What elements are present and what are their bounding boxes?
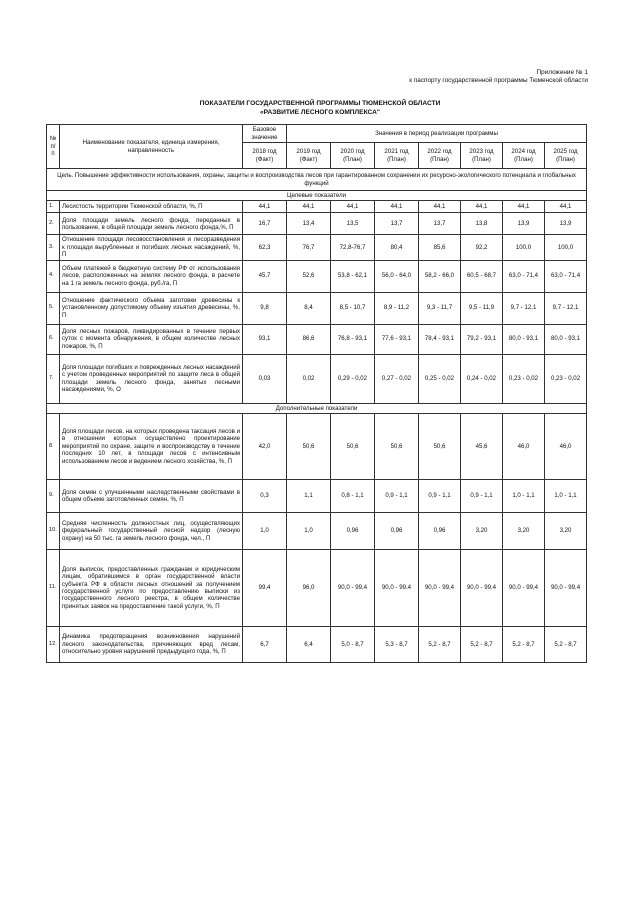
indicator-value: 46,0: [503, 414, 545, 480]
indicator-value: 60,5 - 68,7: [461, 260, 503, 292]
row-number: 12.: [47, 627, 60, 663]
indicator-value: 3,20: [545, 513, 587, 550]
indicator-value: 13,9: [503, 213, 545, 235]
indicator-name: Доля площади земель лесного фонда, переданных в пользование, в общей площади земель лесного фонда,%, П: [60, 213, 243, 235]
row-number: 11.: [47, 550, 60, 627]
indicator-value: 44,1: [287, 201, 331, 213]
table-row: [47, 213, 587, 235]
goal-text: Цель. Повышение эффективности использования, охраны, защиты и воспроизводства лесов при гарантированном сохранении их ресурсно-экологического потенциала и глобальных функций: [47, 169, 587, 191]
indicator-value: 44,1: [243, 201, 287, 213]
indicator-value: 0,8 - 1,1: [331, 480, 375, 513]
indicator-value: 96,0: [287, 550, 331, 627]
indicator-value: 9,5 - 11,9: [461, 292, 503, 324]
indicator-value: 72,8-76,7: [331, 235, 375, 260]
indicator-value: 0,3: [243, 480, 287, 513]
indicator-value: 0,29 - 0,02: [331, 354, 375, 403]
header-year: 2023 год (План): [461, 143, 503, 169]
indicator-value: 44,1: [375, 201, 419, 213]
indicator-name: Объем платежей в бюджетную систему РФ от использования лесов, расположенных на землях лесного фонда, в расчете на 1 га земель лесного фонда, руб./га, П: [60, 260, 243, 292]
indicator-value: 9,3 - 11,7: [419, 292, 461, 324]
row-number: 10.: [47, 513, 60, 550]
section-target-heading: Целевые показатели: [47, 191, 587, 201]
table-row: [47, 292, 587, 324]
indicator-value: 90,0 - 99,4: [503, 550, 545, 627]
indicator-value: 13,4: [287, 213, 331, 235]
indicator-value: 5,3 - 8,7: [375, 627, 419, 663]
indicator-value: 13,7: [375, 213, 419, 235]
header-year: 2025 год (План): [545, 143, 587, 169]
indicator-value: 9,7 - 12,1: [545, 292, 587, 324]
row-number: 4.: [47, 260, 60, 292]
indicator-value: 93,1: [243, 324, 287, 354]
indicator-value: 13,8: [461, 213, 503, 235]
annex-number: Приложение № 1: [536, 69, 588, 76]
indicator-name: Лесистость территории Тюменской области, %, П: [60, 201, 243, 213]
indicator-value: 45,6: [461, 414, 503, 480]
indicator-value: 44,1: [461, 201, 503, 213]
indicator-name: Доля семян с улучшенными наследственными свойствами в общем объеме заготовленных семян, %, П: [60, 480, 243, 513]
row-number: 5.: [47, 292, 60, 324]
indicator-value: 52,6: [287, 260, 331, 292]
indicator-value: 80,0 - 93,1: [545, 324, 587, 354]
indicator-value: 76,7: [287, 235, 331, 260]
table-row: [47, 260, 587, 292]
indicator-value: 85,6: [419, 235, 461, 260]
indicator-value: 0,96: [419, 513, 461, 550]
indicator-value: 16,7: [243, 213, 287, 235]
indicator-value: 79,2 - 93,1: [461, 324, 503, 354]
header-year: 2018 год (Факт): [243, 143, 287, 169]
indicator-value: 90,0 - 99,4: [331, 550, 375, 627]
indicator-value: 44,1: [331, 201, 375, 213]
indicator-value: 46,0: [545, 414, 587, 480]
indicator-name: Отношение площади лесовосстановления и лесоразведения к площади вырубленных и погибших лесных насаждений, %, П: [60, 235, 243, 260]
table-row: [47, 513, 587, 550]
title-line-2: «РАЗВИТИЕ ЛЕСНОГО КОМПЛЕКСА": [260, 108, 380, 116]
indicator-value: 1,1: [287, 480, 331, 513]
indicator-value: 0,03: [243, 354, 287, 403]
row-number: 1.: [47, 201, 60, 213]
indicator-value: 90,0 - 99,4: [375, 550, 419, 627]
row-number: 6.: [47, 324, 60, 354]
row-number: 3.: [47, 235, 60, 260]
header-year: 2020 год (План): [331, 143, 375, 169]
indicator-value: 3,20: [461, 513, 503, 550]
indicator-value: 80,0 - 93,1: [503, 324, 545, 354]
section-additional-heading: Дополнительные показатели: [47, 403, 587, 413]
header-indicator-name: Наименование показателя, единица измерения, направленность: [60, 125, 243, 169]
indicator-value: 0,02: [287, 354, 331, 403]
indicator-value: 8,5 - 10,7: [331, 292, 375, 324]
indicator-value: 45,7: [243, 260, 287, 292]
indicator-value: 100,0: [545, 235, 587, 260]
indicator-value: 9,8: [243, 292, 287, 324]
table-header: [47, 125, 587, 169]
indicator-value: 0,9 - 1,1: [461, 480, 503, 513]
indicator-value: 0,9 - 1,1: [419, 480, 461, 513]
indicator-value: 13,7: [419, 213, 461, 235]
indicator-value: 1,0: [243, 513, 287, 550]
indicator-name: Отношение фактического объема заготовки древесины к установленному допустимому объему изъятия древесины, %, П: [60, 292, 243, 324]
indicator-value: 63,0 - 71,4: [503, 260, 545, 292]
indicator-value: 5,2 - 8,7: [545, 627, 587, 663]
row-number: 7.: [47, 354, 60, 403]
indicator-name: Динамика предотвращения возникновения нарушений лесного законодательства, причиняющих вред лесам, относительно уровня нарушений предыдущего года, %, П: [60, 627, 243, 663]
title-line-1: ПОКАЗАТЕЛИ ГОСУДАРСТВЕННОЙ ПРОГРАММЫ ТЮМЕНСКОЙ ОБЛАСТИ: [199, 100, 441, 107]
table-row: [47, 235, 587, 260]
indicator-value: 1,0: [287, 513, 331, 550]
indicator-value: 44,1: [419, 201, 461, 213]
indicator-value: 53,8 - 62,1: [331, 260, 375, 292]
indicator-value: 80,4: [375, 235, 419, 260]
indicator-value: 50,6: [331, 414, 375, 480]
indicator-value: 0,24 - 0,02: [461, 354, 503, 403]
indicator-value: 76,8 - 93,1: [331, 324, 375, 354]
indicator-value: 50,6: [419, 414, 461, 480]
table-row: [47, 550, 587, 627]
indicators-table: [46, 124, 587, 663]
table-row: [47, 201, 587, 213]
indicator-value: 63,0 - 71,4: [545, 260, 587, 292]
row-number: 2.: [47, 213, 60, 235]
indicator-value: 8,9 - 11,2: [375, 292, 419, 324]
table-row: [47, 414, 587, 480]
header-year: 2021 год (План): [375, 143, 419, 169]
header-year: 2019 год (Факт): [287, 143, 331, 169]
indicator-value: 62,3: [243, 235, 287, 260]
indicator-value: 5,2 - 8,7: [461, 627, 503, 663]
table-row: [47, 480, 587, 513]
indicator-value: 42,0: [243, 414, 287, 480]
indicator-value: 50,6: [287, 414, 331, 480]
table-row: [47, 627, 587, 663]
indicator-value: 1,0 - 1,1: [503, 480, 545, 513]
indicator-name: Доля выписок, предоставленных гражданам и юридическим лицам, обратившимся в орган государственной власти субъекта РФ в области лесных отношений за получением государственной услуги по предоставлению выписки из государственного лесного реестра, в общем количестве принятых заявок на предоставление такой услуги, %, П: [60, 550, 243, 627]
indicator-value: 99,4: [243, 550, 287, 627]
indicator-value: 1,0 - 1,1: [545, 480, 587, 513]
header-base-value: Базовое значение: [243, 125, 287, 143]
header-year: 2024 год (План): [503, 143, 545, 169]
indicator-value: 50,6: [375, 414, 419, 480]
indicator-value: 6,4: [287, 627, 331, 663]
indicator-value: 0,9 - 1,1: [375, 480, 419, 513]
indicator-value: 9,7 - 12,1: [503, 292, 545, 324]
indicator-name: Средняя численность должностных лиц, осуществляющих федеральный государственный лесной надзор (лесную охрану) на 50 тыс. га земель лесного фонда, чел., П: [60, 513, 243, 550]
indicator-value: 0,96: [331, 513, 375, 550]
section-target-heading-row: [47, 191, 587, 201]
indicator-value: 0,96: [375, 513, 419, 550]
header-period: Значения в период реализации программы: [287, 125, 587, 143]
indicator-name: Доля площади погибших и поврежденных лесных насаждений с учетом проведенных мероприятий по защите леса в общей площади земель лесного фонда, занятых лесными насаждениями, %, О: [60, 354, 243, 403]
indicator-value: 0,25 - 0,02: [419, 354, 461, 403]
indicator-value: 56,0 - 64,0: [375, 260, 419, 292]
row-number: 9.: [47, 480, 60, 513]
indicator-value: 44,1: [503, 201, 545, 213]
header-num: № п/п: [47, 125, 60, 169]
table-row: [47, 324, 587, 354]
annex-note: [409, 69, 588, 85]
indicator-value: 77,6 - 93,1: [375, 324, 419, 354]
table-body: [47, 169, 587, 663]
annex-reference: к паспорту государственной программы Тюменской области: [409, 77, 588, 84]
indicator-value: 5,0 - 8,7: [331, 627, 375, 663]
indicator-value: 0,27 - 0,02: [375, 354, 419, 403]
indicator-value: 100,0: [503, 235, 545, 260]
section-additional-heading-row: [47, 403, 587, 413]
goal-text-row: [47, 169, 587, 191]
indicator-name: Доля лесных пожаров, ликвидированных в течение первых суток с момента обнаружения, в общем количестве лесных пожаров, %, П: [60, 324, 243, 354]
indicator-value: 44,1: [545, 201, 587, 213]
indicator-value: 6,7: [243, 627, 287, 663]
indicator-value: 86,6: [287, 324, 331, 354]
indicator-value: 13,5: [331, 213, 375, 235]
indicator-value: 78,4 - 93,1: [419, 324, 461, 354]
indicator-name: Доля площади лесов, на которых проведена таксация лесов и в отношении которых осуществлено проектирование мероприятий по охране, защите и воспроизводству в течение последних 10 лет, в площади лесов с интенсивным использованием лесов и ведением лесного хозяйства, %, П: [60, 414, 243, 480]
indicator-value: 8,4: [287, 292, 331, 324]
indicator-value: 92,2: [461, 235, 503, 260]
indicator-value: 90,0 - 99,4: [545, 550, 587, 627]
indicator-value: 0,23 - 0,02: [503, 354, 545, 403]
indicator-value: 5,2 - 8,7: [419, 627, 461, 663]
indicator-value: 0,23 - 0,02: [545, 354, 587, 403]
table-row: [47, 354, 587, 403]
header-year: 2022 год (План): [419, 143, 461, 169]
row-number: 8.: [47, 414, 60, 480]
indicator-value: 13,9: [545, 213, 587, 235]
indicator-value: 3,20: [503, 513, 545, 550]
indicator-value: 90,0 - 99,4: [461, 550, 503, 627]
indicator-value: 58,2 - 66,0: [419, 260, 461, 292]
indicator-value: 5,2 - 8,7: [503, 627, 545, 663]
indicator-value: 90,0 - 99,4: [419, 550, 461, 627]
document-title: [0, 100, 640, 117]
